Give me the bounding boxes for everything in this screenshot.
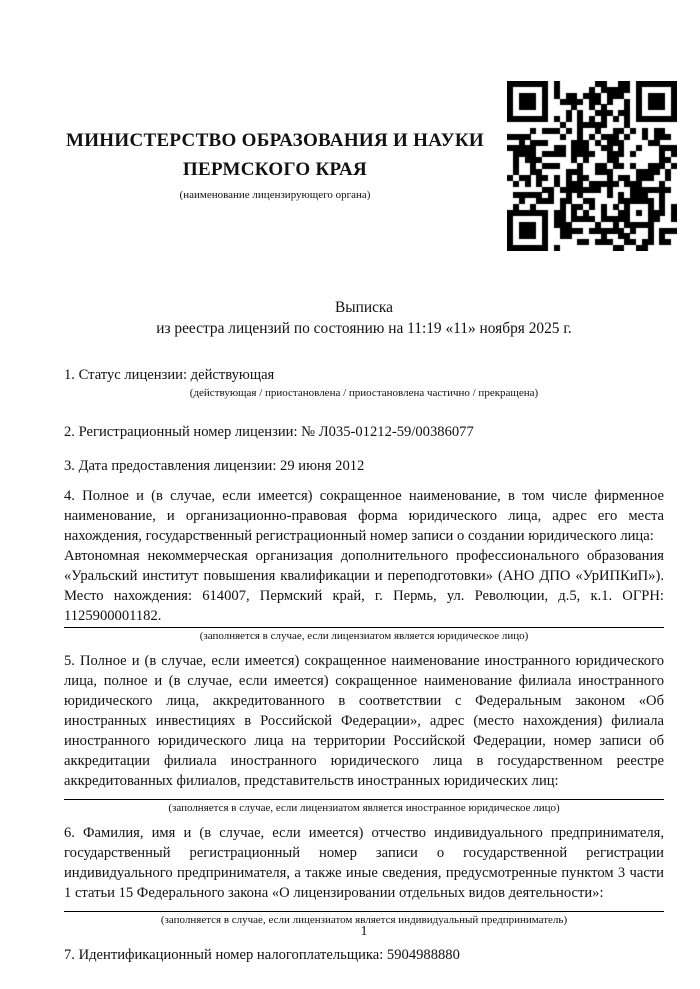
- qr-code: [507, 81, 677, 251]
- ministry-name-line1: МИНИСТЕРСТВО ОБРАЗОВАНИЯ И НАУКИ: [65, 130, 485, 151]
- field-license-status: [64, 365, 664, 400]
- document-title-line1: Выписка: [335, 299, 393, 316]
- licensing-authority-header: [58, 126, 492, 202]
- inn-text: 7. Идентификационный номер налогоплательщика: 5904988880: [64, 947, 460, 963]
- legal-entity-value: Автономная некоммерческая организация дополнительного профессионального образования «Уральский институт повышения квалификации и переподготовки» (АНО ДПО «УрИПКиП»). Место нахождения: 614007, Пермский край, г. Пермь, ул. Революции, д.5, к.1. ОГРН: 1125900001182.: [64, 546, 664, 628]
- field-inn: [64, 945, 664, 965]
- registration-number-text: 2. Регистрационный номер лицензии: № Л035-01212-59/00386077: [64, 424, 474, 440]
- legal-entity-label: 4. Полное и (в случае, если имеется) сокращенное наименование, в том числе фирменное наименование, и организационно-правовая форма юридического лица, адрес его места нахождения, государственный регистрационный номер записи о создании юридического лица:: [64, 488, 664, 544]
- foreign-entity-label: 5. Полное и (в случае, если имеется) сокращенное наименование иностранного юридического лица, полное и (в случае, если имеется) сокращенное наименование филиала иностранного юридического лица, аккредитованного в соответствии с Федеральным законом «Об иностранных инвестициях в Российской Федерации», адрес (место нахождения) филиала иностранного юридического лица на территории Российской Федерации, номер записи об аккредитации филиала иностранного юридического лица в государственном реестре аккредитованных филиалов, представительств иностранных юридических лиц:: [64, 653, 664, 789]
- document-title: [64, 297, 664, 339]
- document-body: [64, 297, 664, 965]
- license-status-text: 1. Статус лицензии: действующая: [64, 367, 275, 383]
- legal-entity-caption: (заполняется в случае, если лицензиатом является юридическое лицо): [199, 630, 529, 642]
- field-registration-number: [64, 422, 664, 442]
- foreign-entity-caption: (заполняется в случае, если лицензиатом является иностранное юридическое лицо): [168, 802, 560, 814]
- fill-in-line: [64, 904, 664, 912]
- individual-entrepreneur-caption: (заполняется в случае, если лицензиатом является индивидуальный предприниматель): [160, 914, 568, 926]
- license-status-caption: (действующая / приостановлена / приостановлена частично / прекращена): [189, 387, 539, 399]
- individual-entrepreneur-label: 6. Фамилия, имя и (в случае, если имеется) отчество индивидуального предпринимателя, государственный регистрационный номер записи о государственной регистрации индивидуального предпринимателя, а также иные сведения, предусмотренные пунктом 3 части 1 статьи 15 Федерального закона «О лицензировании отдельных видов деятельности»:: [64, 825, 664, 901]
- authority-caption: (наименование лицензирующего органа): [179, 189, 371, 201]
- grant-date-text: 3. Дата предоставления лицензии: 29 июня 2012: [64, 458, 365, 474]
- document-title-line2: из реестра лицензий по состоянию на 11:19 «11» ноября 2025 г.: [156, 320, 572, 337]
- field-individual-entrepreneur: [64, 823, 664, 927]
- ministry-name-line2: ПЕРМСКОГО КРАЯ: [182, 159, 368, 180]
- field-legal-entity: [64, 486, 664, 643]
- page-number: 1: [360, 924, 368, 939]
- field-foreign-entity: [64, 651, 664, 815]
- fill-in-line: [64, 792, 664, 800]
- field-grant-date: [64, 456, 664, 476]
